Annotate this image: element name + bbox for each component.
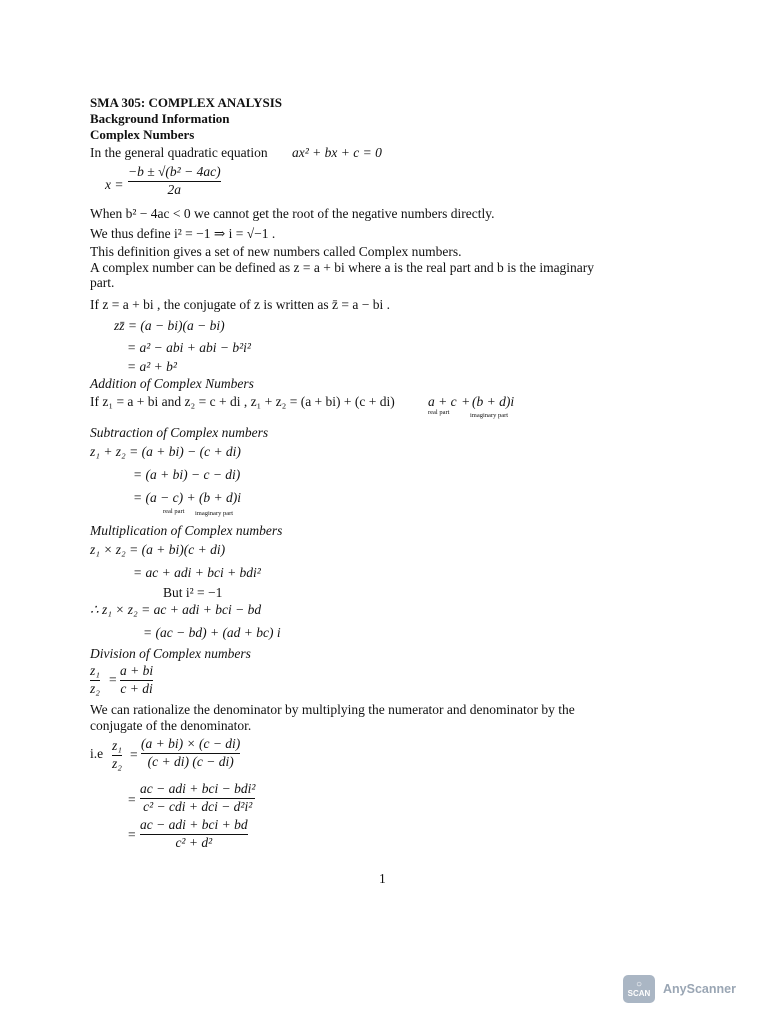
addition-real: a + c [428, 394, 457, 409]
discriminant-text: When b² − 4ac < 0 we cannot get the root of the negative numbers directly. [90, 206, 495, 221]
scanner-watermark [623, 975, 736, 1003]
multiplication-step-1: z₁ × z₂ = (a + bi)(c + di) [90, 542, 226, 557]
definition-result: This definition gives a set of new numbers called Complex numbers. [90, 244, 462, 259]
multiplication-step-2: = ac + adi + bci + bdi² [133, 565, 261, 580]
division-heading: Division of Complex numbers [90, 646, 251, 661]
quadratic-formula [128, 165, 221, 198]
step2-numerator: ac − adi + bci − bdi² [140, 781, 256, 796]
complex-definition-cont: part. [90, 275, 115, 290]
ie-lhs-numerator: z₁ [112, 738, 122, 753]
ie-rhs-denominator: (c + di) (c − di) [147, 753, 234, 769]
scan-icon: ○ SCAN [623, 975, 655, 1003]
subtraction-step-1: z₁ + z₂ = (a + bi) − (c + di) [90, 444, 241, 459]
division-equals: = [109, 672, 117, 687]
multiplication-heading: Multiplication of Complex numbers [90, 523, 283, 538]
rationalize-text: We can rationalize the denominator by multiplying the numerator and denominator by the [90, 702, 575, 717]
division-rhs-numerator: a + bi [120, 663, 154, 678]
step3-numerator: ac − adi + bci + bd [140, 817, 248, 832]
addition-real-label: real part [428, 409, 450, 416]
watermark-text: AnyScanner [663, 982, 736, 996]
ie-rhs-numerator: (a + bi) × (c − di) [141, 736, 241, 751]
ie-lhs-denominator: z₂ [112, 755, 122, 771]
ie-equals: = [130, 747, 138, 762]
multiplication-step-3: ∴ z₁ × z₂ = ac + adi + bci − bd [90, 602, 262, 617]
step3-fraction [140, 818, 248, 851]
quadratic-numerator: −b ± √(b² − 4ac) [128, 164, 221, 179]
page-number: 1 [379, 871, 386, 886]
subtraction-heading: Subtraction of Complex numbers [90, 425, 269, 440]
section-heading: Background Information [90, 111, 230, 126]
step2-equals: = [128, 792, 136, 807]
scan-icon-label: SCAN [627, 989, 651, 998]
complex-definition: A complex number can be defined as z = a + bi where a is the real part and b is the imaginary [90, 260, 595, 275]
division-lhs-numerator: z₁ [90, 663, 100, 678]
step2-denominator: c² − cdi + dci − d²i² [143, 798, 253, 814]
division-lhs-fraction [90, 664, 100, 697]
intro-text: In the general quadratic equation [90, 145, 268, 160]
addition-imaginary-label: imaginary part [470, 412, 509, 419]
subtraction-real-label: real part [163, 508, 185, 515]
division-rhs-fraction [120, 664, 153, 697]
document-title: SMA 305: COMPLEX ANALYSIS [90, 95, 283, 110]
conjugate-text: If z = a + bi , the conjugate of z is written as z̄ = a − bi . [90, 297, 390, 312]
ie-lhs-fraction [112, 739, 122, 772]
addition-imaginary: (b + d)i [472, 394, 515, 409]
conjugate-step-3: = a² + b² [127, 359, 177, 374]
step2-fraction [140, 782, 255, 815]
division-lhs-denominator: z₂ [90, 680, 100, 696]
ie-label: i.e [90, 746, 104, 761]
definition-text: We thus define i² = −1 ⇒ i = √−1 . [90, 226, 276, 241]
division-rhs-denominator: c + di [120, 680, 153, 696]
addition-equation: If z₁ = a + bi and z₂ = c + di , z₁ + z₂ = (a + bi) + (c + di) [90, 394, 395, 409]
subtraction-step-3: = (a − c) + (b + d)i [133, 490, 242, 505]
formula-lhs: x = [105, 177, 124, 192]
ie-rhs-fraction [141, 737, 240, 770]
step3-denominator: c² + d² [175, 834, 213, 850]
rationalize-text-cont: conjugate of the denominator. [90, 718, 252, 733]
step3-equals: = [128, 827, 136, 842]
subtraction-step-2: = (a + bi) − c − di) [133, 467, 241, 482]
quadratic-equation: ax² + bx + c = 0 [292, 145, 382, 160]
conjugate-step-1: zz̄ = (a − bi)(a − bi) [114, 318, 225, 333]
addition-heading: Addition of Complex Numbers [90, 376, 254, 391]
subtraction-imaginary-label: imaginary part [195, 510, 234, 517]
addition-plus: + [462, 394, 470, 409]
multiplication-step-4: = (ac − bd) + (ad + bc) i [143, 625, 281, 640]
section-subheading: Complex Numbers [90, 127, 195, 142]
multiplication-note: But i² = −1 [163, 585, 223, 600]
conjugate-step-2: = a² − abi + abi − b²i² [127, 340, 251, 355]
quadratic-denominator: 2a [167, 181, 182, 197]
